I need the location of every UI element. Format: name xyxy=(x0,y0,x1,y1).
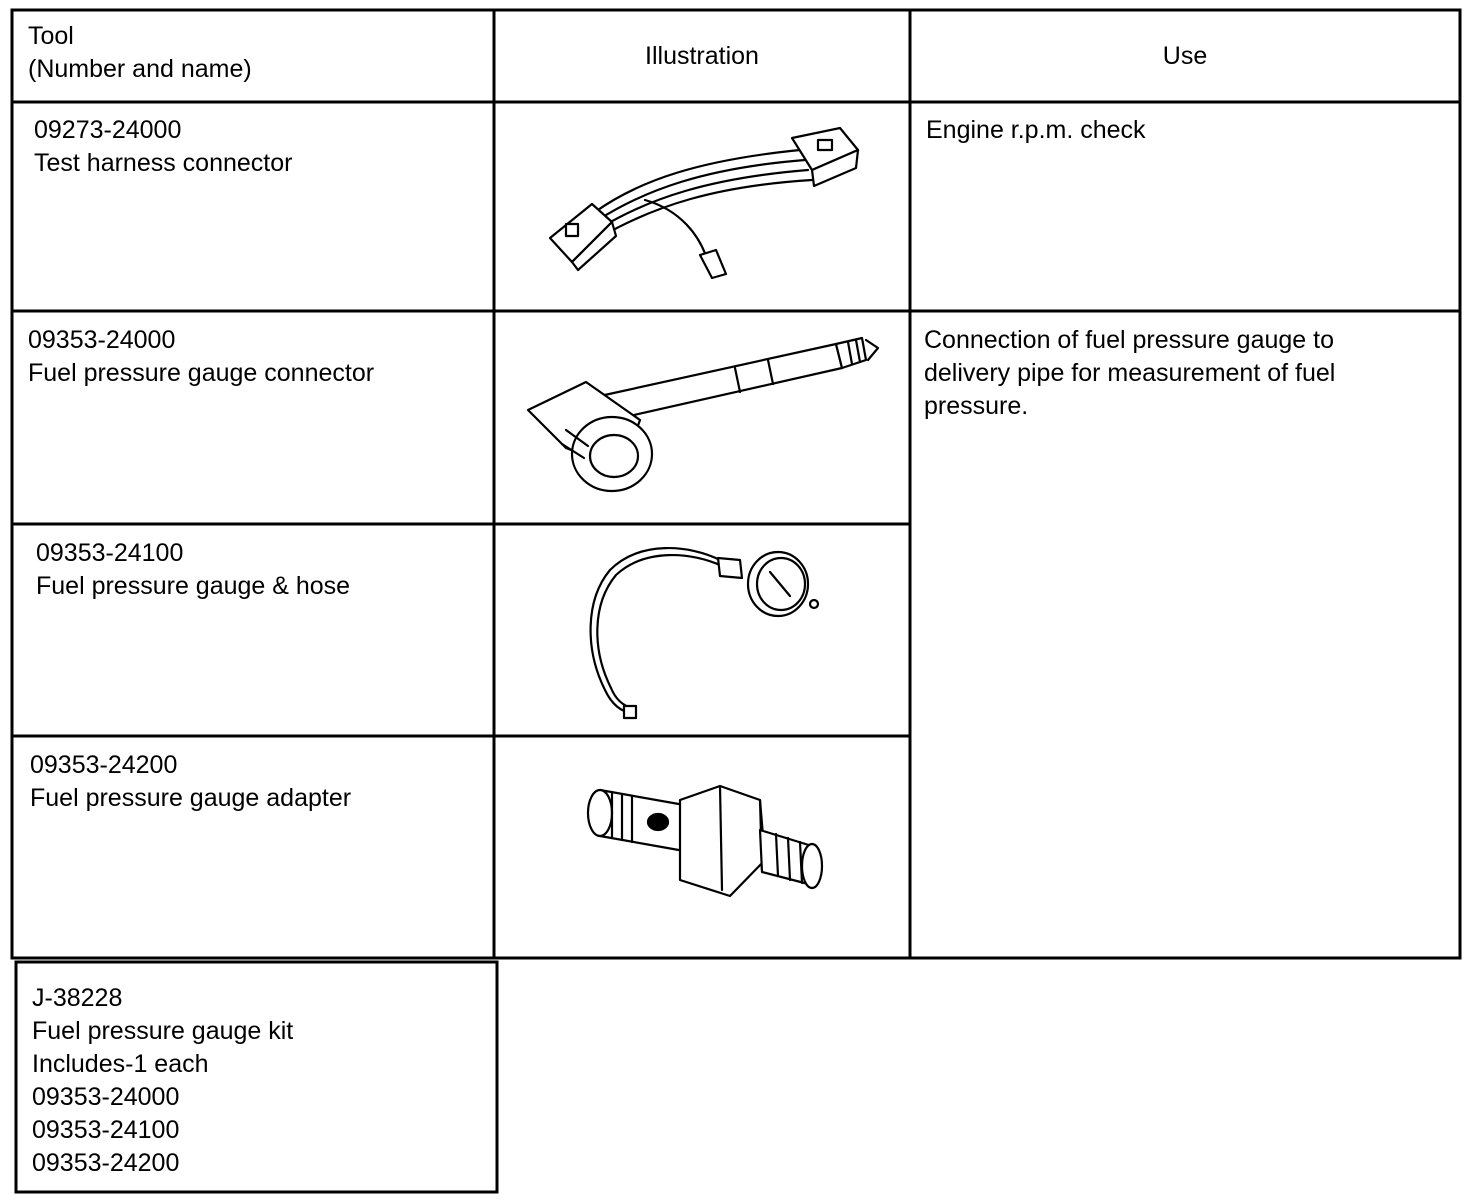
tool-name: Fuel pressure gauge & hose xyxy=(36,572,351,600)
header-use: Use xyxy=(1162,41,1208,70)
kit-description: J-38228 Fuel pressure gauge kit Includes-1 each 09353-24000 09353-24100 09353-24200 xyxy=(32,984,294,1177)
header-illustration: Illustration xyxy=(645,41,759,70)
header-tool: Tool (Number and name) xyxy=(28,22,252,83)
tool-number: 09353-24000 xyxy=(28,326,176,354)
tool-use: Connection of fuel pressure gauge to delivery pipe for measurement of fuel pressure. xyxy=(924,326,1336,420)
tool-number: 09273-24000 xyxy=(34,116,182,144)
tool-number: 09353-24100 xyxy=(36,539,184,567)
tool-name: Fuel pressure gauge adapter xyxy=(30,784,352,812)
tool-number: 09353-24200 xyxy=(30,751,178,779)
tool-use: Engine r.p.m. check xyxy=(926,116,1146,144)
tool-name: Test harness connector xyxy=(34,149,293,177)
tool-name: Fuel pressure gauge connector xyxy=(28,359,375,387)
